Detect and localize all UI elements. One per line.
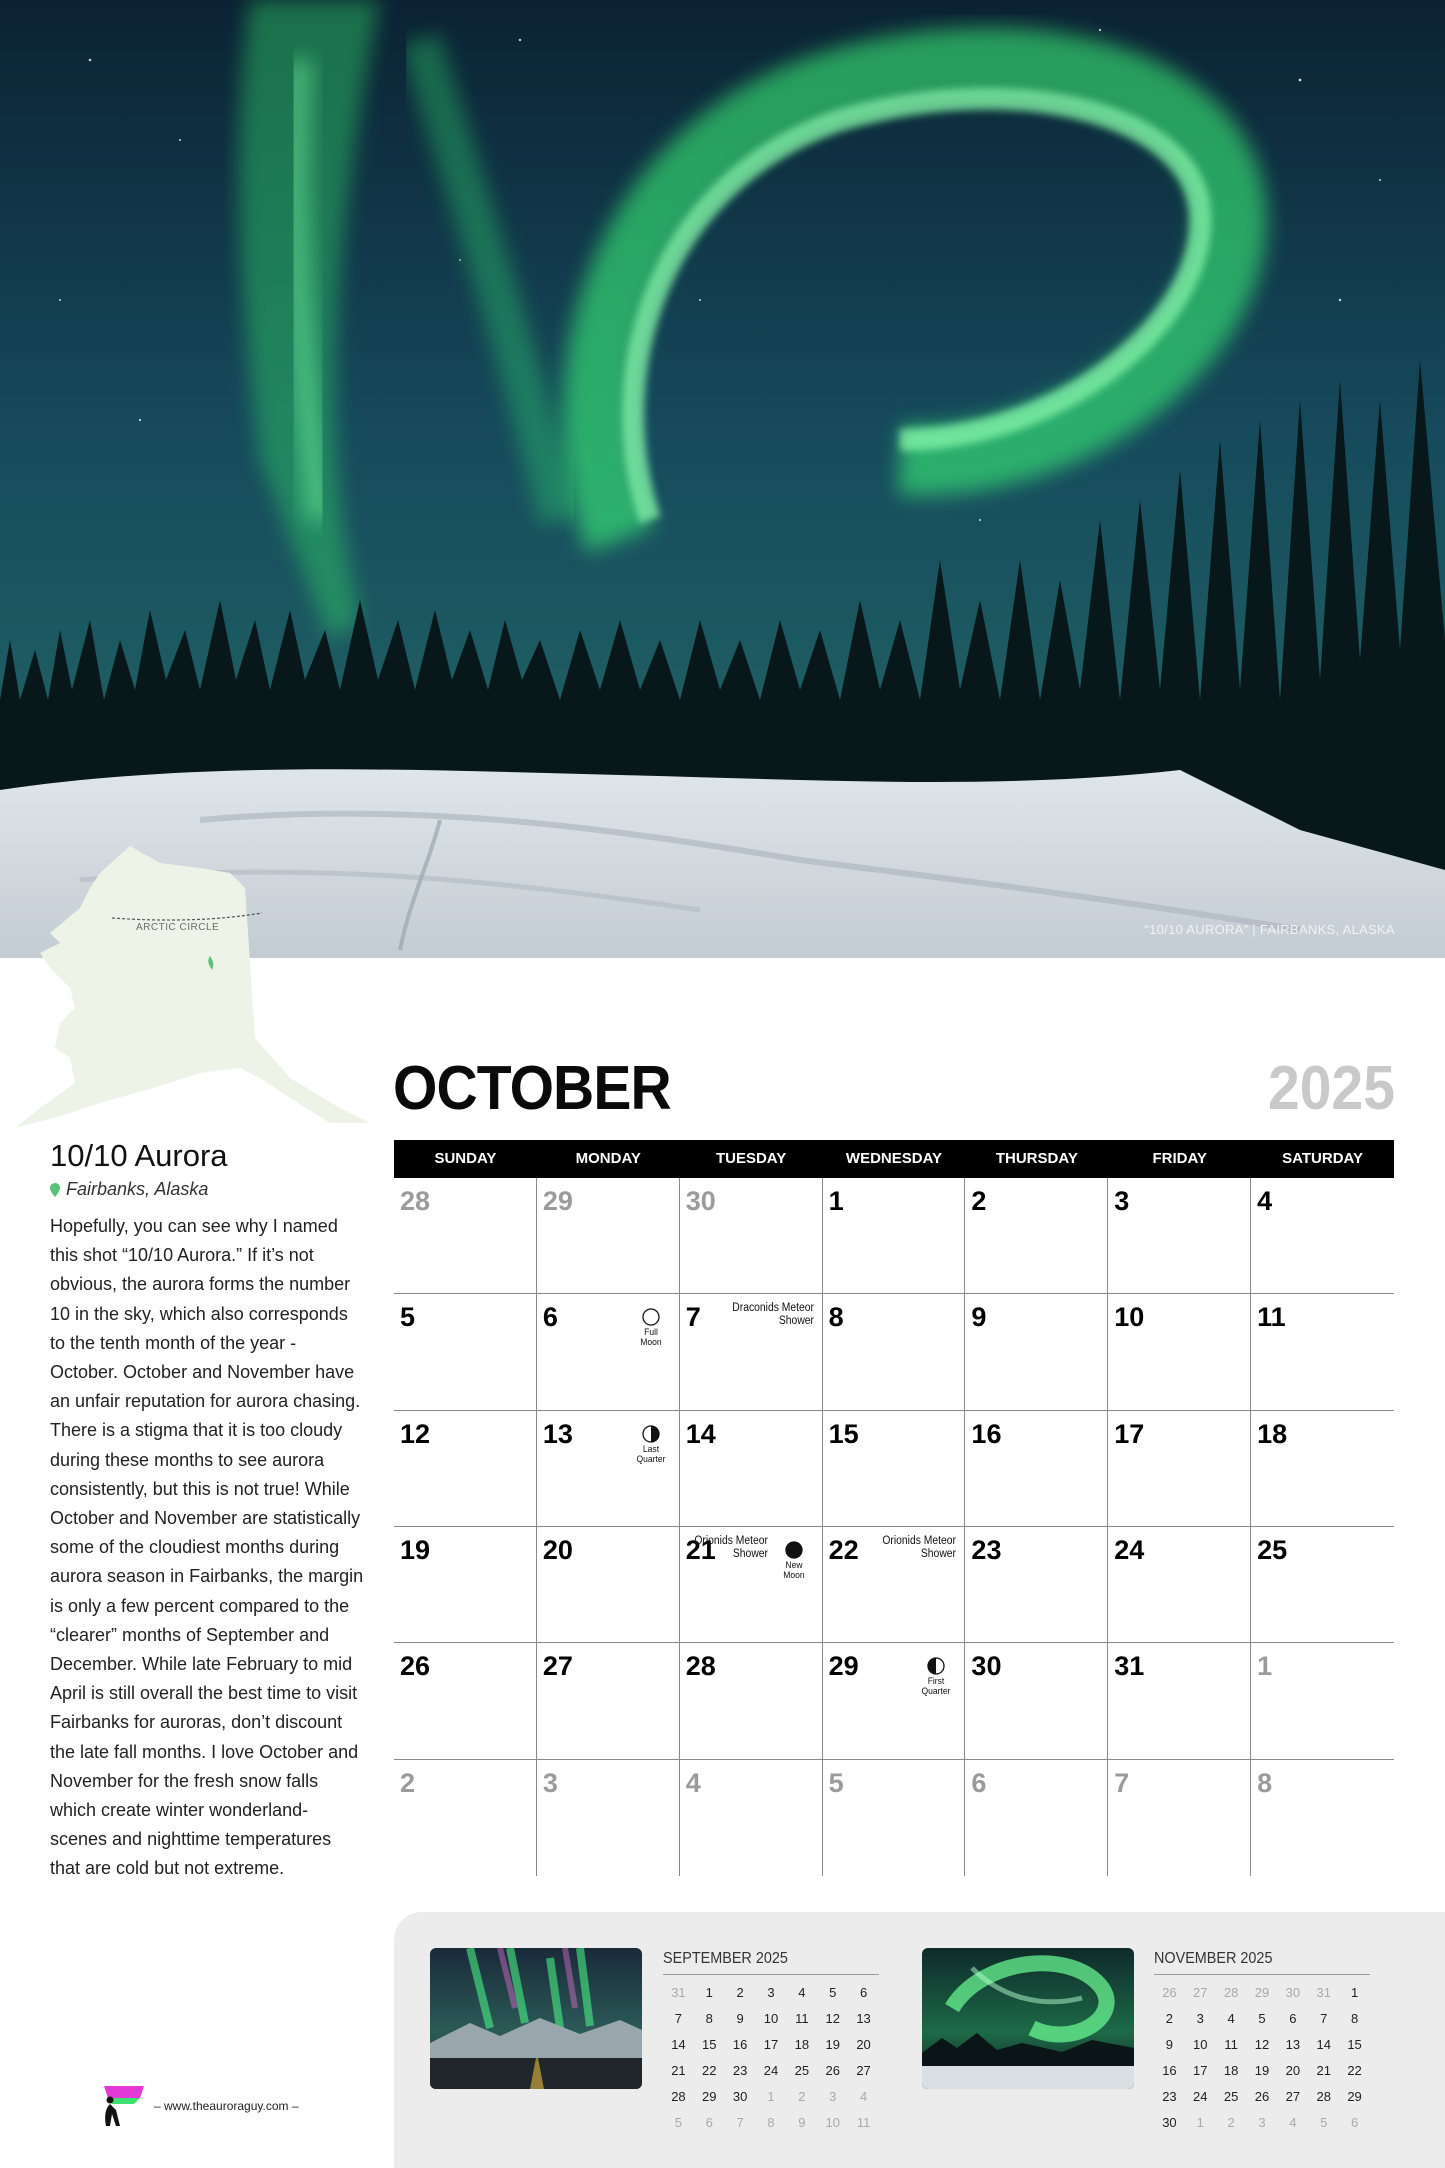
day-number: 30 bbox=[971, 1651, 1002, 1682]
mini-day: 4 bbox=[1289, 2115, 1297, 2130]
day-cell[interactable] bbox=[1251, 1411, 1394, 1527]
day-number: 4 bbox=[1257, 1186, 1273, 1216]
day-number: 12 bbox=[400, 1418, 431, 1449]
day-number: 27 bbox=[542, 1651, 573, 1682]
mini-day: 6 bbox=[1350, 2115, 1359, 2130]
brand-logo[interactable] bbox=[96, 2084, 299, 2128]
day-number: 21 bbox=[685, 1535, 716, 1565]
aurora-photo bbox=[0, 0, 1445, 958]
mini-day: 1 bbox=[767, 2089, 775, 2104]
november-photo bbox=[922, 1948, 1134, 2089]
pin-icon bbox=[50, 1183, 60, 1197]
day-cell[interactable] bbox=[823, 1643, 966, 1759]
day-number: 25 bbox=[1257, 1535, 1288, 1565]
mini-day: 5 bbox=[674, 2115, 683, 2130]
day-number: 31 bbox=[1114, 1651, 1145, 1682]
day-number: 2 bbox=[400, 1767, 416, 1798]
mini-day: 29 bbox=[1347, 2089, 1362, 2104]
day-cell[interactable] bbox=[537, 1643, 680, 1759]
day-cell[interactable] bbox=[965, 1643, 1108, 1759]
mini-day: 31 bbox=[1316, 1985, 1331, 2000]
mini-day: 12 bbox=[1254, 2037, 1270, 2052]
mini-day: 26 bbox=[1254, 2089, 1270, 2104]
mini-day: 28 bbox=[1316, 2089, 1331, 2104]
day-cell[interactable] bbox=[1108, 1760, 1251, 1876]
mini-day: 9 bbox=[736, 2011, 744, 2026]
mini-day: 19 bbox=[825, 2037, 840, 2052]
day-number: 23 bbox=[971, 1535, 1002, 1565]
footer-url[interactable]: – www.theauroraguy.com – bbox=[154, 2099, 299, 2113]
day-cell[interactable] bbox=[1251, 1527, 1394, 1643]
mini-day: 2 bbox=[1227, 2115, 1235, 2130]
day-cell[interactable] bbox=[965, 1527, 1108, 1643]
weekday-thursday: THURSDAY bbox=[995, 1150, 1078, 1167]
day-number: 2 bbox=[971, 1186, 987, 1216]
day-cell[interactable] bbox=[537, 1294, 680, 1410]
mini-day: 5 bbox=[1258, 2011, 1266, 2026]
day-cell[interactable] bbox=[680, 1294, 823, 1410]
mini-day: 14 bbox=[1316, 2037, 1331, 2052]
mini-day: 25 bbox=[794, 2063, 810, 2078]
mini-day: 6 bbox=[859, 1985, 868, 2000]
mini-day: 18 bbox=[794, 2037, 810, 2052]
september-grid bbox=[663, 1980, 879, 2136]
full-moon-icon bbox=[642, 1308, 660, 1326]
day-cell[interactable] bbox=[537, 1178, 680, 1294]
mini-day: 8 bbox=[767, 2115, 775, 2130]
day-cell[interactable] bbox=[823, 1527, 966, 1643]
mini-day: 2 bbox=[798, 2089, 806, 2104]
day-number: 1 bbox=[828, 1186, 844, 1216]
month-title: OCTOBER bbox=[393, 1054, 671, 1123]
mini-day: 25 bbox=[1223, 2089, 1239, 2104]
day-cell[interactable] bbox=[537, 1760, 680, 1876]
day-cell[interactable] bbox=[1251, 1294, 1394, 1410]
day-number: 3 bbox=[542, 1767, 558, 1798]
arctic-circle-label: ARCTIC CIRCLE bbox=[136, 922, 220, 933]
mini-day: 30 bbox=[1162, 2115, 1177, 2130]
mini-day: 11 bbox=[1224, 2037, 1238, 2052]
story-body: Hopefully, you can see why I named this shot “10/10 Aurora.” If it’s not obvious, the aurora forms the number 10 in the sky, which also corresponds to the tenth month of the year - October. October and November have an unfair reputation for aurora chasing. There is a stigma that it is too cloudy during these months to see aurora consistently, but this is not true! While October and November are statistically some of the cloudiest months during aurora season in Fairbanks, the margin is only a few percent compared to the “clearer” months of September and December. While late February to mid April is still overall the best time to visit Fairbanks for auroras, don’t discount the late fall months. I love October and November for the fresh snow falls which create winter wonderland-scenes and nighttime temperatures that are cold but not extreme. bbox=[50, 1216, 364, 1879]
day-cell[interactable] bbox=[537, 1411, 680, 1527]
mini-day: 3 bbox=[767, 1985, 775, 2000]
day-cell[interactable] bbox=[680, 1411, 823, 1527]
day-number: 5 bbox=[400, 1302, 416, 1333]
day-cell[interactable] bbox=[537, 1527, 680, 1643]
mini-day: 26 bbox=[1162, 1985, 1177, 2000]
moon-phase bbox=[916, 1657, 956, 1697]
day-number: 26 bbox=[400, 1651, 431, 1682]
weekday-tuesday: TUESDAY bbox=[715, 1150, 787, 1167]
mini-day: 17 bbox=[1193, 2063, 1208, 2078]
day-number: 9 bbox=[971, 1302, 987, 1333]
day-cell[interactable] bbox=[394, 1411, 537, 1527]
day-cell[interactable] bbox=[680, 1643, 823, 1759]
day-number: 6 bbox=[542, 1302, 558, 1333]
mini-day: 29 bbox=[702, 2089, 717, 2104]
weekday-header bbox=[394, 1140, 1394, 1178]
month-grid bbox=[394, 1178, 1394, 1876]
day-number: 1 bbox=[1257, 1651, 1273, 1682]
moon-phase bbox=[631, 1425, 671, 1465]
story-title: 10/10 Aurora bbox=[50, 1138, 228, 1173]
mini-day: 16 bbox=[732, 2037, 748, 2052]
mini-day: 20 bbox=[856, 2037, 871, 2052]
day-number: 7 bbox=[685, 1302, 701, 1333]
moon-phase-label: New Moon bbox=[782, 1560, 805, 1581]
mini-day: 8 bbox=[705, 2011, 713, 2026]
story-location-text: Fairbanks, Alaska bbox=[66, 1179, 209, 1199]
day-number: 14 bbox=[685, 1418, 716, 1449]
mini-day: 7 bbox=[1320, 2011, 1328, 2026]
september-title: SEPTEMBER 2025 bbox=[663, 1950, 788, 1967]
mini-day: 6 bbox=[1289, 2011, 1297, 2026]
moon-phase-label: Full Moon bbox=[640, 1327, 662, 1349]
day-cell[interactable] bbox=[965, 1760, 1108, 1876]
mini-day: 10 bbox=[825, 2115, 840, 2130]
november-rule bbox=[1154, 1974, 1370, 1975]
day-number: 17 bbox=[1114, 1418, 1145, 1449]
mini-day: 10 bbox=[763, 2011, 779, 2026]
day-cell[interactable] bbox=[1108, 1294, 1251, 1410]
day-number: 29 bbox=[542, 1186, 573, 1216]
mini-day: 29 bbox=[1254, 1985, 1270, 2000]
day-number: 11 bbox=[1257, 1302, 1286, 1333]
day-cell[interactable] bbox=[823, 1760, 966, 1876]
mini-day: 8 bbox=[1350, 2011, 1359, 2026]
moon-phase-label: Last Quarter bbox=[636, 1443, 666, 1465]
day-cell[interactable] bbox=[823, 1294, 966, 1410]
mini-day: 14 bbox=[671, 2037, 686, 2052]
mini-day: 19 bbox=[1254, 2063, 1270, 2078]
year-title: 2025 bbox=[1268, 1054, 1395, 1123]
weekday-friday: FRIDAY bbox=[1152, 1150, 1207, 1167]
first-quarter-moon-icon bbox=[927, 1657, 945, 1675]
day-number: 28 bbox=[685, 1651, 716, 1682]
mini-day: 23 bbox=[1162, 2089, 1177, 2104]
day-number: 8 bbox=[828, 1302, 844, 1333]
day-number: 30 bbox=[685, 1186, 716, 1216]
day-number: 29 bbox=[828, 1651, 859, 1682]
mini-day: 3 bbox=[1258, 2115, 1266, 2130]
new-moon-icon bbox=[785, 1541, 803, 1559]
day-number: 22 bbox=[828, 1535, 859, 1565]
day-cell[interactable] bbox=[823, 1411, 966, 1527]
mini-day: 30 bbox=[732, 2089, 748, 2104]
weekday-sunday: SUNDAY bbox=[434, 1150, 497, 1167]
event-label: Orionids Meteor Shower bbox=[693, 1535, 768, 1560]
mini-day: 4 bbox=[859, 2089, 868, 2104]
mini-day: 15 bbox=[702, 2037, 717, 2052]
alaska-map bbox=[0, 838, 380, 1128]
mini-day: 26 bbox=[825, 2063, 840, 2078]
day-cell[interactable] bbox=[1108, 1643, 1251, 1759]
day-number: 10 bbox=[1114, 1302, 1145, 1333]
day-number: 7 bbox=[1114, 1767, 1130, 1798]
day-cell[interactable] bbox=[1108, 1527, 1251, 1643]
mini-day: 7 bbox=[674, 2011, 683, 2026]
mini-day: 13 bbox=[856, 2011, 871, 2026]
day-cell[interactable] bbox=[394, 1760, 537, 1876]
aurora-guy-logo-icon bbox=[96, 2084, 148, 2128]
day-number: 15 bbox=[828, 1418, 859, 1449]
weekday-saturday: SATURDAY bbox=[1282, 1150, 1363, 1167]
mini-day: 9 bbox=[798, 2115, 806, 2130]
day-number: 5 bbox=[828, 1767, 844, 1798]
weekday-monday: MONDAY bbox=[575, 1150, 641, 1167]
mini-day: 22 bbox=[702, 2063, 717, 2078]
mini-day: 23 bbox=[732, 2063, 748, 2078]
mini-day: 21 bbox=[671, 2063, 686, 2078]
mini-day: 20 bbox=[1285, 2063, 1301, 2078]
mini-day: 27 bbox=[1285, 2089, 1301, 2104]
day-cell[interactable] bbox=[1251, 1643, 1394, 1759]
mini-day: 11 bbox=[795, 2011, 809, 2026]
november-grid bbox=[1154, 1980, 1370, 2136]
moon-phase bbox=[631, 1308, 671, 1348]
day-number: 19 bbox=[400, 1535, 431, 1565]
mini-day: 9 bbox=[1165, 2037, 1174, 2052]
mini-day: 27 bbox=[856, 2063, 871, 2078]
mini-day: 1 bbox=[1350, 1985, 1359, 2000]
day-number: 3 bbox=[1114, 1186, 1130, 1216]
day-number: 6 bbox=[971, 1767, 987, 1798]
day-cell[interactable] bbox=[680, 1760, 823, 1876]
day-cell[interactable] bbox=[394, 1178, 537, 1294]
mini-day: 24 bbox=[1193, 2089, 1208, 2104]
mini-day: 5 bbox=[829, 1985, 837, 2000]
mini-day: 6 bbox=[705, 2115, 713, 2130]
day-cell[interactable] bbox=[1251, 1760, 1394, 1876]
mini-day: 31 bbox=[671, 1985, 686, 2000]
mini-day: 5 bbox=[1320, 2115, 1328, 2130]
event-label: Orionids Meteor Shower bbox=[882, 1535, 957, 1560]
day-cell[interactable] bbox=[965, 1178, 1108, 1294]
mini-day: 2 bbox=[1165, 2011, 1174, 2026]
september-rule bbox=[663, 1974, 879, 1975]
mini-day: 27 bbox=[1193, 1985, 1208, 2000]
mini-day: 4 bbox=[798, 1985, 806, 2000]
photo-caption: “10/10 AURORA” | FAIRBANKS, ALASKA bbox=[1144, 922, 1395, 937]
last-quarter-moon-icon bbox=[642, 1425, 660, 1443]
day-cell[interactable] bbox=[1108, 1178, 1251, 1294]
mini-day: 2 bbox=[736, 1985, 744, 2000]
story-location bbox=[50, 1179, 208, 1200]
day-number: 13 bbox=[542, 1418, 573, 1449]
mini-day: 11 bbox=[856, 2115, 871, 2130]
hero-photo bbox=[0, 0, 1445, 958]
mini-day: 3 bbox=[829, 2089, 837, 2104]
mini-day: 22 bbox=[1347, 2063, 1362, 2078]
day-cell[interactable] bbox=[394, 1294, 537, 1410]
mini-day: 1 bbox=[705, 1985, 713, 2000]
day-cell[interactable] bbox=[823, 1178, 966, 1294]
mini-day: 10 bbox=[1193, 2037, 1208, 2052]
moon-phase bbox=[774, 1541, 814, 1581]
day-number: 20 bbox=[542, 1535, 573, 1565]
weekday-wednesday: WEDNESDAY bbox=[845, 1150, 943, 1167]
mini-day: 28 bbox=[1223, 1985, 1239, 2000]
event-label: Draconids Meteor Shower bbox=[731, 1302, 814, 1328]
mini-day: 28 bbox=[671, 2089, 686, 2104]
day-number: 4 bbox=[685, 1767, 701, 1798]
day-cell[interactable] bbox=[394, 1527, 537, 1643]
day-cell[interactable] bbox=[965, 1294, 1108, 1410]
mini-day: 12 bbox=[825, 2011, 840, 2026]
moon-phase-label: First Quarter bbox=[921, 1676, 951, 1698]
day-number: 28 bbox=[400, 1186, 431, 1216]
mini-day: 30 bbox=[1285, 1985, 1301, 2000]
september-photo bbox=[430, 1948, 642, 2089]
day-cell[interactable] bbox=[1108, 1411, 1251, 1527]
day-cell[interactable] bbox=[680, 1527, 823, 1643]
day-number: 18 bbox=[1257, 1418, 1288, 1449]
mini-day: 18 bbox=[1223, 2063, 1239, 2078]
day-cell[interactable] bbox=[965, 1411, 1108, 1527]
mini-day: 1 bbox=[1196, 2115, 1204, 2130]
mini-day: 3 bbox=[1196, 2011, 1204, 2026]
day-number: 8 bbox=[1257, 1767, 1273, 1798]
mini-day: 4 bbox=[1227, 2011, 1235, 2026]
day-number: 16 bbox=[971, 1418, 1002, 1449]
day-cell[interactable] bbox=[680, 1178, 823, 1294]
mini-day: 17 bbox=[763, 2037, 779, 2052]
mini-day: 13 bbox=[1285, 2037, 1301, 2052]
day-number: 24 bbox=[1114, 1535, 1145, 1565]
mini-day: 16 bbox=[1162, 2063, 1177, 2078]
mini-day: 24 bbox=[763, 2063, 779, 2078]
november-title: NOVEMBER 2025 bbox=[1154, 1950, 1273, 1967]
mini-day: 21 bbox=[1316, 2063, 1331, 2078]
day-cell[interactable] bbox=[1251, 1178, 1394, 1294]
mini-day: 7 bbox=[736, 2115, 744, 2130]
day-cell[interactable] bbox=[394, 1643, 537, 1759]
mini-day: 15 bbox=[1347, 2037, 1362, 2052]
